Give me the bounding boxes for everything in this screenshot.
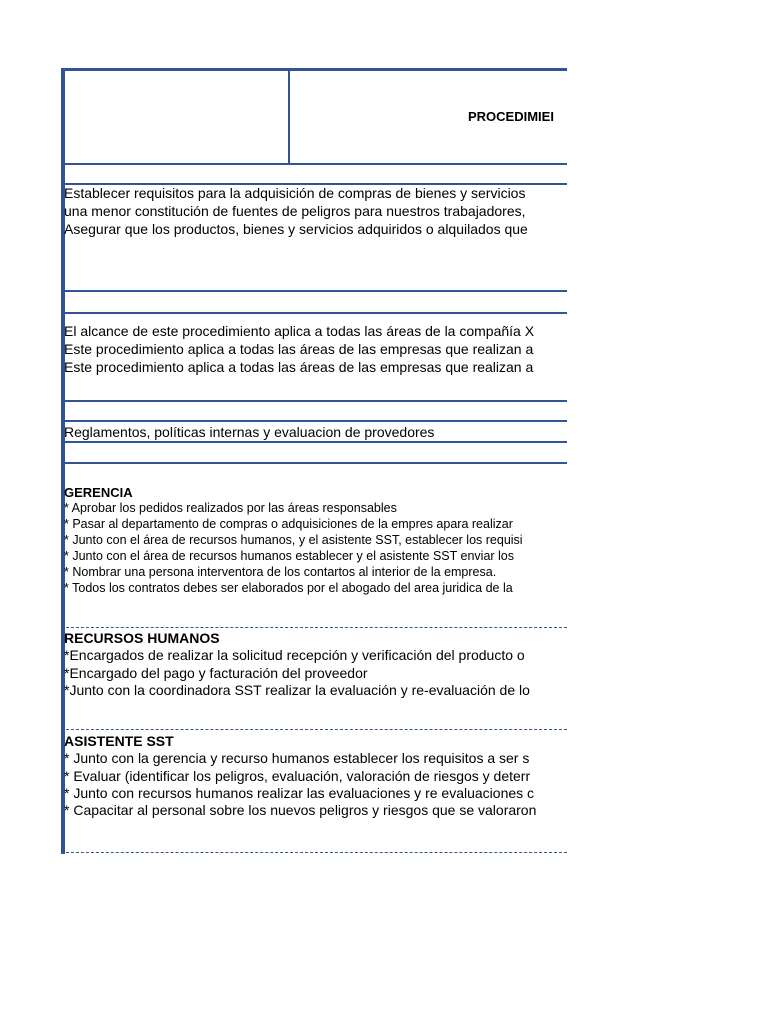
recursos-humanos-item-3: *Junto con la coordinadora SST realizar la evaluación y re-evaluación de lo — [64, 682, 530, 698]
gerencia-item-4: * Junto con el área de recursos humanos establecer y el asistente SST enviar los — [64, 549, 515, 563]
objetivo-line-3: Asegurar que los productos, bienes y servicios adquiridos o alquilados que — [64, 221, 528, 237]
header-bottom-border — [61, 163, 567, 165]
recursos-humanos-item-1: *Encargados de realizar la solicitud recepción y verificación del producto o — [64, 647, 525, 663]
row-divider — [61, 441, 567, 443]
document-title: PROCEDIMIEI — [468, 109, 554, 124]
asistente-sst-item-3: * Junto con recursos humanos realizar las evaluaciones y re evaluaciones c — [64, 785, 535, 801]
gerencia-heading: GERENCIA — [64, 485, 133, 500]
gerencia-item-6: * Todos los contratos debes ser elaborados por el abogado del area juridica de la — [64, 581, 513, 595]
gerencia-item-3: * Junto con el área de recursos humanos, y el asistente SST, establecer los requisi — [64, 533, 523, 547]
header-top-border — [61, 68, 567, 71]
alcance-line-1: El alcance de este procedimiento aplica a todas las áreas de la compañía X — [64, 323, 535, 339]
referencias-line: Reglamentos, políticas internas y evaluacion de provedores — [64, 424, 435, 440]
dashed-divider — [61, 852, 567, 853]
row-divider — [61, 462, 567, 464]
objetivo-line-2: una menor constitución de fuentes de peligros para nuestros trabajadores, — [64, 203, 526, 219]
row-divider — [61, 312, 567, 314]
objetivo-line-1: Establecer requisitos para la adquisición de compras de bienes y servicios — [64, 185, 526, 201]
document-sheet — [61, 68, 567, 854]
row-divider — [61, 420, 567, 422]
dashed-divider — [61, 729, 567, 730]
recursos-humanos-heading: RECURSOS HUMANOS — [64, 630, 220, 646]
asistente-sst-heading: ASISTENTE SST — [64, 733, 174, 749]
gerencia-item-2: * Pasar al departamento de compras o adquisiciones de la empres apara realizar — [64, 517, 513, 531]
alcance-line-3: Este procedimiento aplica a todas las áreas de las empresas que realizan a — [64, 359, 534, 375]
header-logo-divider — [288, 68, 290, 164]
gerencia-item-5: * Nombrar una persona interventora de los contartos al interior de la empresa. — [64, 565, 497, 579]
asistente-sst-item-4: * Capacitar al personal sobre los nuevos peligros y riesgos que se valoraron — [64, 802, 537, 818]
dashed-divider — [61, 627, 567, 628]
recursos-humanos-item-2: *Encargado del pago y facturación del proveedor — [64, 665, 368, 681]
alcance-line-2: Este procedimiento aplica a todas las áreas de las empresas que realizan a — [64, 341, 534, 357]
row-divider — [61, 290, 567, 292]
gerencia-item-1: * Aprobar los pedidos realizados por las áreas responsables — [64, 501, 397, 515]
row-divider — [61, 400, 567, 402]
asistente-sst-item-2: * Evaluar (identificar los peligros, evaluación, valoración de riesgos y deterr — [64, 768, 531, 784]
asistente-sst-item-1: * Junto con la gerencia y recurso humanos establecer los requisitos a ser s — [64, 750, 530, 766]
